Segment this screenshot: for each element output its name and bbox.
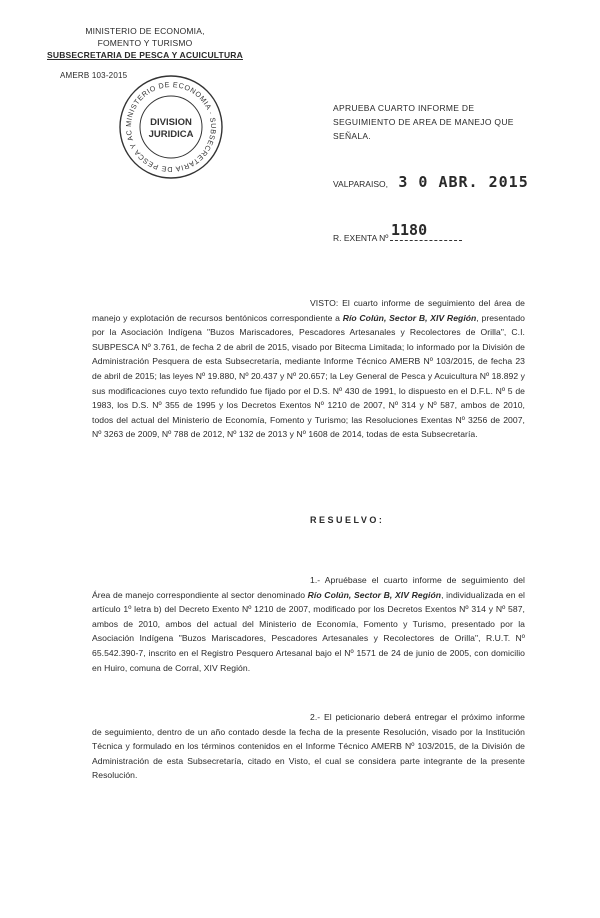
resolution-point-1 [92,573,525,675]
resuelvo-heading: RESUELVO: [310,515,385,525]
visto-area-name: Río Colún, Sector B, XIV Región [342,312,477,323]
visto-lead: VISTO: El cuarto informe de seguimiento del área de manejo y explotación de recursos bentónicos correspondiente a [92,298,525,323]
point2-text: 2.- El peticionario deberá entregar el próximo informe de seguimiento, dentro de un año contado desde la fecha de la presente Resolución, visado por la Institución Técnica y formulado en los términos contenidos en el Informe Técnico AMERB Nº 103/2015, de la División de Administración de esta Subsecretaría, citado en Visto, el cual se considera parte integrante de la presente Resolución. [92,712,525,781]
stamp-center-line1: DIVISION [150,117,192,128]
ministry-name: MINISTERIO DE ECONOMIA, [85,26,205,36]
amerb-code: AMERB 103-2015 [60,71,128,80]
visto-rest: , presentado por la Asociación Indígena "Buzos Mariscadores, Pescadores Artesanales y Recolectores de Orilla", C.I. SUBPESCA Nº 3.761, de fecha 2 de abril de 2015, visado por Bitecma Limitada; lo informado por la División de Administración Pesquera de esta Subsecretaría, mediante Informe Técnico AMERB Nº 103/2015, de fecha 23 de abril de 2015; las leyes Nº 19.880, Nº 20.437 y Nº 20.657; la Ley General de Pesca y Acuicultura Nº 18.892 y sus modificaciones cuyo texto refundido fue fijado por el D.S. Nº 430 de 1991, lo dispuesto en el D.F.L. Nº 5 de 1983, los D.S. Nº 355 de 1995 y los Decretos Exentos Nº 1210 de 2007, Nº 314 y Nº 587, ambos de 2010, todos del actual del Ministerio de Economía, Fomento y Turismo; las Resoluciones Exentas Nº 3256 de 2007, Nº 3263 de 2009, Nº 788 de 2012, Nº 132 de 2013 y Nº 1608 de 2014, todas de esta Subsecretaría. [92,312,525,440]
visto-paragraph [92,296,525,442]
point1-area-name: Río Colún, Sector B, XIV Región [307,589,442,600]
point1-rest: , individualizada en el artículo 1º letra b) del Decreto Exento Nº 1210 de 2007, modificado por los Decretos Exentos Nº 314 y Nº 587, ambos de 2010, ambos del actual del Ministerio de Economía, Fomento y Turismo, presentado por la Asociación Indígena "Buzos Mariscadores, Pescadores Artesanales y Recolectores de Orilla", R.U.T. Nº 65.542.390-7, inscrito en el Registro Pesquero Artesanal bajo el Nº 1571 de 24 de junio de 2005, con domicilio en Huiro, comuna de Corral, XIV Región. [92,589,526,673]
stamp-seal-icon [116,72,226,182]
resolution-number-line [333,221,483,243]
stamp-ring-text: MINISTERIO DE ECONOMIA · SUBSECRETARIA DE PESCA Y AC [123,79,219,175]
division-juridica-stamp [116,72,226,182]
date-line [333,173,553,191]
subsecretaria-name: SUBSECRETARIA DE PESCA Y ACUICULTURA [47,50,243,60]
place-label: VALPARAISO, [333,179,388,189]
resolution-number: 1180 [391,221,428,239]
resolution-date: 3 0 ABR. 2015 [398,173,529,191]
ministry-name-line2: FOMENTO Y TURISMO [97,38,193,48]
number-blank-line [390,240,462,241]
letterhead [40,25,250,80]
point1-lead: 1.- Apruébase el cuarto informe de seguimiento del Área de manejo correspondiente al sector denominado [92,575,525,600]
stamp-center-line2: JURIDICA [148,129,194,140]
resolution-number-label: R. EXENTA Nº [333,233,389,243]
resolution-summary: APRUEBA CUARTO INFORME DE SEGUIMIENTO DE AREA DE MANEJO QUE SEÑALA. [333,103,514,141]
resolution-point-2 [92,710,525,783]
